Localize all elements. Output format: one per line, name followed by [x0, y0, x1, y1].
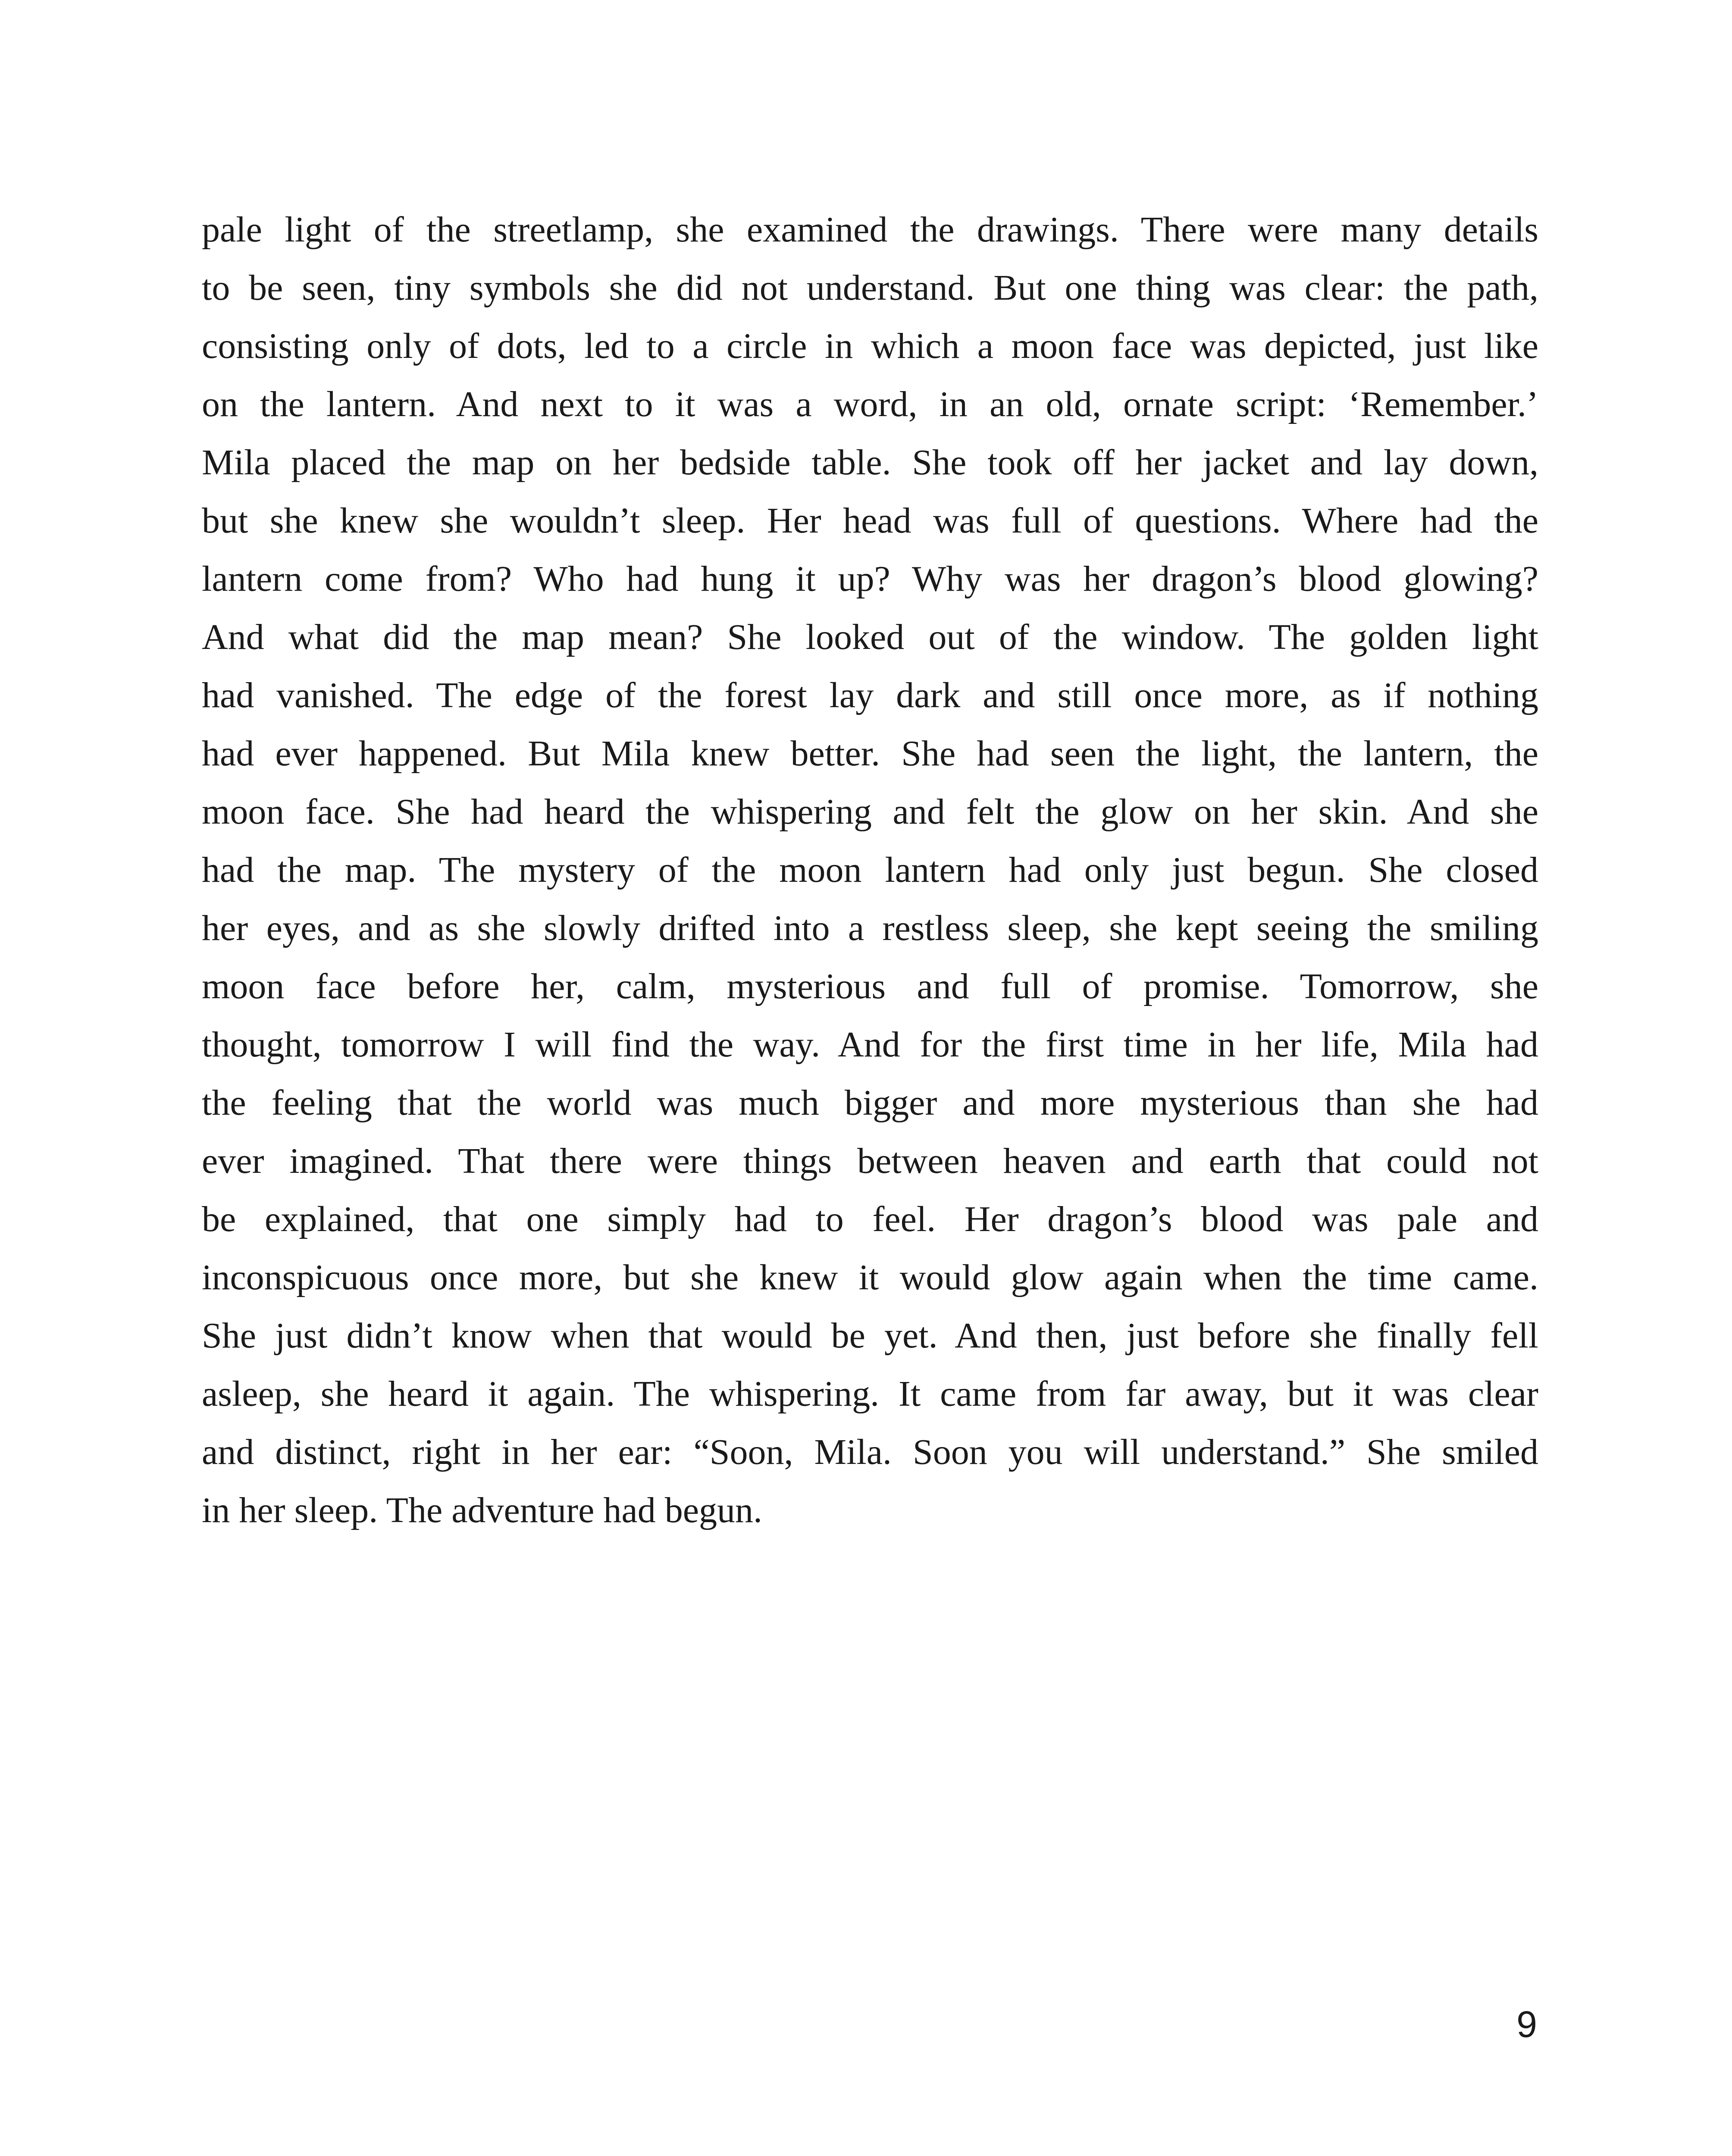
text-line: had ever happened. But Mila knew better. She had seen the light, the lantern, the [202, 733, 1538, 774]
body-text [202, 201, 1538, 1539]
text-line: ever imagined. That there were things between heaven and earth that could not [202, 1141, 1538, 1181]
text-line: on the lantern. And next to it was a word, in an old, ornate script: ‘Remember.’ [202, 384, 1538, 424]
text-line: the feeling that the world was much bigger and more mysterious than she had [202, 1083, 1538, 1123]
text-line: had the map. The mystery of the moon lantern had only just begun. She closed [202, 850, 1538, 890]
text-line-last: in her sleep. The adventure had begun. [202, 1490, 762, 1530]
text-line: but she knew she wouldn’t sleep. Her head was full of questions. Where had the [202, 501, 1538, 541]
text-line: She just didn’t know when that would be yet. And then, just before she finally fell [202, 1316, 1538, 1356]
text-line: pale light of the streetlamp, she examined the drawings. There were many details [202, 210, 1538, 250]
text-line: moon face. She had heard the whispering and felt the glow on her skin. And she [202, 792, 1538, 832]
text-line: lantern come from? Who had hung it up? Why was her dragon’s blood glowing? [202, 559, 1538, 599]
text-line: her eyes, and as she slowly drifted into a restless sleep, she kept seeing the smiling [202, 908, 1538, 948]
text-line: be explained, that one simply had to feel. Her dragon’s blood was pale and [202, 1199, 1538, 1239]
text-line: consisting only of dots, led to a circle in which a moon face was depicted, just like [202, 326, 1538, 366]
text-line: asleep, she heard it again. The whispering. It came from far away, but it was clear [202, 1374, 1538, 1414]
text-line: moon face before her, calm, mysterious and full of promise. Tomorrow, she [202, 966, 1538, 1006]
text-line: And what did the map mean? She looked out of the window. The golden light [202, 617, 1538, 657]
page-number: 9 [1516, 2004, 1537, 2045]
text-line: and distinct, right in her ear: “Soon, Mila. Soon you will understand.” She smiled [202, 1432, 1538, 1472]
text-line: thought, tomorrow I will find the way. And for the first time in her life, Mila had [202, 1025, 1538, 1065]
text-line: Mila placed the map on her bedside table. She took off her jacket and lay down, [202, 442, 1538, 483]
text-line: had vanished. The edge of the forest lay dark and still once more, as if nothing [202, 675, 1538, 715]
text-line: to be seen, tiny symbols she did not understand. But one thing was clear: the path, [202, 268, 1538, 308]
text-line: inconspicuous once more, but she knew it would glow again when the time came. [202, 1257, 1538, 1297]
